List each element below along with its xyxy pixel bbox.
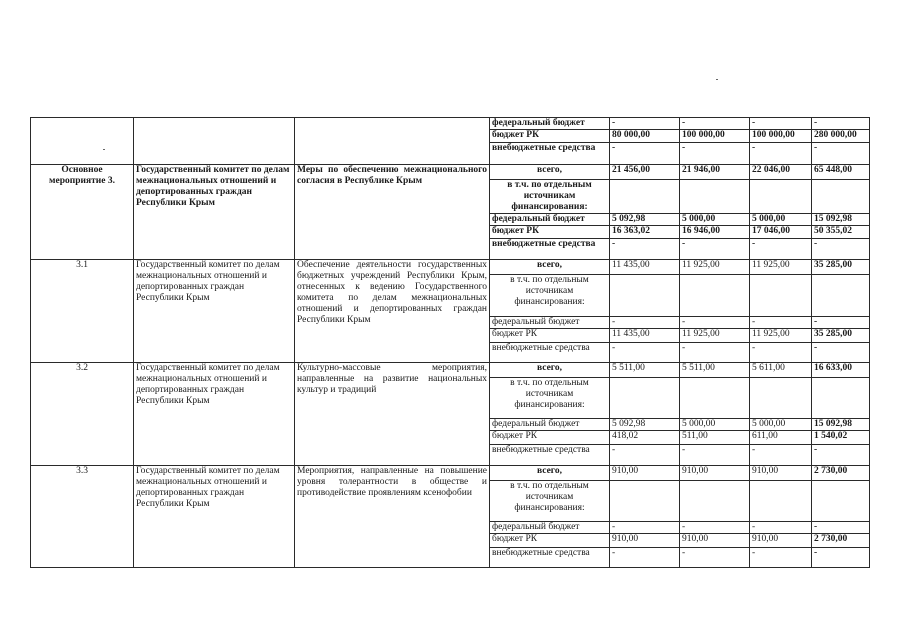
table-row xyxy=(31,118,870,130)
value-cell xyxy=(812,275,870,317)
value-cell: - xyxy=(750,118,812,130)
value-cell: - xyxy=(812,317,870,329)
value-cell: - xyxy=(680,143,750,165)
value-cell: 611,00 xyxy=(750,431,812,445)
value-cell xyxy=(680,180,750,214)
value-cell: 5 511,00 xyxy=(680,363,750,378)
source-cell: федеральный бюджет xyxy=(490,522,610,534)
measure-executor: Государственный комитет по делам межнациональных отношений и депортированных граждан Республики Крым xyxy=(134,466,295,568)
source-cell: внебюджетные средства xyxy=(490,143,610,165)
value-cell: 35 285,00 xyxy=(812,260,870,275)
source-cell: всего, xyxy=(490,363,610,378)
value-cell xyxy=(750,275,812,317)
value-cell: - xyxy=(680,445,750,466)
value-cell: 2 730,00 xyxy=(812,466,870,481)
value-cell: 50 355,02 xyxy=(812,226,870,239)
value-cell: - xyxy=(610,445,680,466)
executor-cell xyxy=(134,118,295,165)
value-cell: 2 730,00 xyxy=(812,534,870,548)
value-cell: 910,00 xyxy=(610,466,680,481)
value-cell: - xyxy=(812,522,870,534)
value-cell xyxy=(812,378,870,419)
value-cell: 910,00 xyxy=(610,534,680,548)
value-cell: 280 000,00 xyxy=(812,130,870,143)
scan-speck xyxy=(716,79,718,80)
value-cell: - xyxy=(812,343,870,363)
value-cell: - xyxy=(680,548,750,568)
source-cell: федеральный бюджет xyxy=(490,214,610,226)
value-cell: - xyxy=(680,239,750,260)
source-cell: в т.ч. по отдельным источникам финансирования: xyxy=(490,275,610,317)
source-cell: бюджет РК xyxy=(490,130,610,143)
source-cell: в т.ч. по отдельным источникам финансирования: xyxy=(490,481,610,522)
value-cell xyxy=(680,481,750,522)
value-cell: 22 046,00 xyxy=(750,165,812,180)
value-cell: 5 611,00 xyxy=(750,363,812,378)
value-cell: 5 000,00 xyxy=(750,214,812,226)
value-cell xyxy=(812,180,870,214)
value-cell: 80 000,00 xyxy=(610,130,680,143)
value-cell: - xyxy=(812,118,870,130)
value-cell: - xyxy=(750,239,812,260)
source-cell: в т.ч. по отдельным источникам финансирования: xyxy=(490,378,610,419)
value-cell: 11 925,00 xyxy=(750,260,812,275)
measure-number: 3.1 xyxy=(31,260,134,363)
value-cell: 11 435,00 xyxy=(610,329,680,343)
value-cell xyxy=(610,378,680,419)
table-row xyxy=(31,260,870,275)
value-cell: 418,02 xyxy=(610,431,680,445)
source-cell: внебюджетные средства xyxy=(490,548,610,568)
value-cell: 5 000,00 xyxy=(680,214,750,226)
value-cell: - xyxy=(750,143,812,165)
value-cell: 910,00 xyxy=(750,466,812,481)
measure-number: Основное мероприятие 3. xyxy=(31,165,134,260)
value-cell: - xyxy=(610,143,680,165)
value-cell xyxy=(750,180,812,214)
source-cell: бюджет РК xyxy=(490,431,610,445)
value-cell xyxy=(750,378,812,419)
value-cell: 5 000,00 xyxy=(750,419,812,431)
table-row xyxy=(31,165,870,180)
source-cell: федеральный бюджет xyxy=(490,317,610,329)
value-cell: - xyxy=(610,118,680,130)
measure-description: Мероприятия, направленные на повышение уровня толерантности в обществе и противодействие проявлениям ксенофобии xyxy=(295,466,490,568)
measure-description: Культурно-массовые мероприятия, направленные на развитие национальных культур и традиций xyxy=(295,363,490,466)
value-cell xyxy=(680,275,750,317)
value-cell: - xyxy=(750,522,812,534)
value-cell: - xyxy=(750,317,812,329)
value-cell: 16 946,00 xyxy=(680,226,750,239)
description-cell xyxy=(295,118,490,165)
measure-executor: Государственный комитет по делам межнациональных отношений и депортированных граждан Республики Крым xyxy=(134,363,295,466)
value-cell xyxy=(610,275,680,317)
value-cell xyxy=(680,378,750,419)
value-cell: 21 456,00 xyxy=(610,165,680,180)
value-cell: - xyxy=(680,118,750,130)
table-row xyxy=(31,363,870,378)
source-cell: внебюджетные средства xyxy=(490,445,610,466)
value-cell: 100 000,00 xyxy=(750,130,812,143)
value-cell xyxy=(610,180,680,214)
value-cell: - xyxy=(610,317,680,329)
value-cell: 35 285,00 xyxy=(812,329,870,343)
value-cell: 15 092,98 xyxy=(812,214,870,226)
source-cell: бюджет РК xyxy=(490,534,610,548)
budget-table xyxy=(30,117,870,568)
source-cell: внебюджетные средства xyxy=(490,239,610,260)
value-cell: - xyxy=(812,445,870,466)
source-cell: федеральный бюджет xyxy=(490,419,610,431)
source-cell: бюджет РК xyxy=(490,329,610,343)
value-cell: 910,00 xyxy=(680,466,750,481)
source-cell: всего, xyxy=(490,260,610,275)
value-cell: 11 435,00 xyxy=(610,260,680,275)
table-row xyxy=(31,466,870,481)
number-cell xyxy=(31,118,134,165)
value-cell: - xyxy=(812,239,870,260)
value-cell: 5 092,98 xyxy=(610,214,680,226)
value-cell xyxy=(750,481,812,522)
value-cell: 5 000,00 xyxy=(680,419,750,431)
value-cell: - xyxy=(812,143,870,165)
value-cell: - xyxy=(680,317,750,329)
source-cell: в т.ч. по отдельным источникам финансирования: xyxy=(490,180,610,214)
value-cell: 5 092,98 xyxy=(610,419,680,431)
value-cell: 65 448,00 xyxy=(812,165,870,180)
value-cell: 16 363,02 xyxy=(610,226,680,239)
value-cell: 910,00 xyxy=(750,534,812,548)
value-cell: 5 511,00 xyxy=(610,363,680,378)
value-cell: 910,00 xyxy=(680,534,750,548)
source-cell: бюджет РК xyxy=(490,226,610,239)
value-cell: - xyxy=(610,343,680,363)
measure-executor: Государственный комитет по делам межнациональных отношений и депортированных граждан Республики Крым xyxy=(134,260,295,363)
value-cell: - xyxy=(680,522,750,534)
source-cell: федеральный бюджет xyxy=(490,118,610,130)
value-cell: 11 925,00 xyxy=(750,329,812,343)
value-cell: - xyxy=(680,343,750,363)
value-cell: 21 946,00 xyxy=(680,165,750,180)
source-cell: всего, xyxy=(490,466,610,481)
value-cell: 100 000,00 xyxy=(680,130,750,143)
value-cell: 1 540,02 xyxy=(812,431,870,445)
measure-description: Обеспечение деятельности государственных бюджетных учреждений Республики Крым, отнесенных к ведению Государственного комитета по делам межнациональных отношений и депортированных граждан Республики Крым xyxy=(295,260,490,363)
value-cell: 16 633,00 xyxy=(812,363,870,378)
measure-number: 3.3 xyxy=(31,466,134,568)
value-cell xyxy=(610,481,680,522)
value-cell: - xyxy=(610,548,680,568)
value-cell: 11 925,00 xyxy=(680,260,750,275)
source-cell: внебюджетные средства xyxy=(490,343,610,363)
value-cell: 17 046,00 xyxy=(750,226,812,239)
value-cell: - xyxy=(750,445,812,466)
measure-executor: Государственный комитет по делам межнациональных отношений и депортированных граждан Республики Крым xyxy=(134,165,295,260)
value-cell: - xyxy=(610,239,680,260)
measure-number: 3.2 xyxy=(31,363,134,466)
value-cell: - xyxy=(750,343,812,363)
value-cell: - xyxy=(750,548,812,568)
value-cell: - xyxy=(610,522,680,534)
measure-description: Меры по обеспечению межнационального согласия в Республике Крым xyxy=(295,165,490,260)
value-cell: 11 925,00 xyxy=(680,329,750,343)
value-cell: 511,00 xyxy=(680,431,750,445)
value-cell: 15 092,98 xyxy=(812,419,870,431)
source-cell: всего, xyxy=(490,165,610,180)
value-cell: - xyxy=(812,548,870,568)
value-cell xyxy=(812,481,870,522)
